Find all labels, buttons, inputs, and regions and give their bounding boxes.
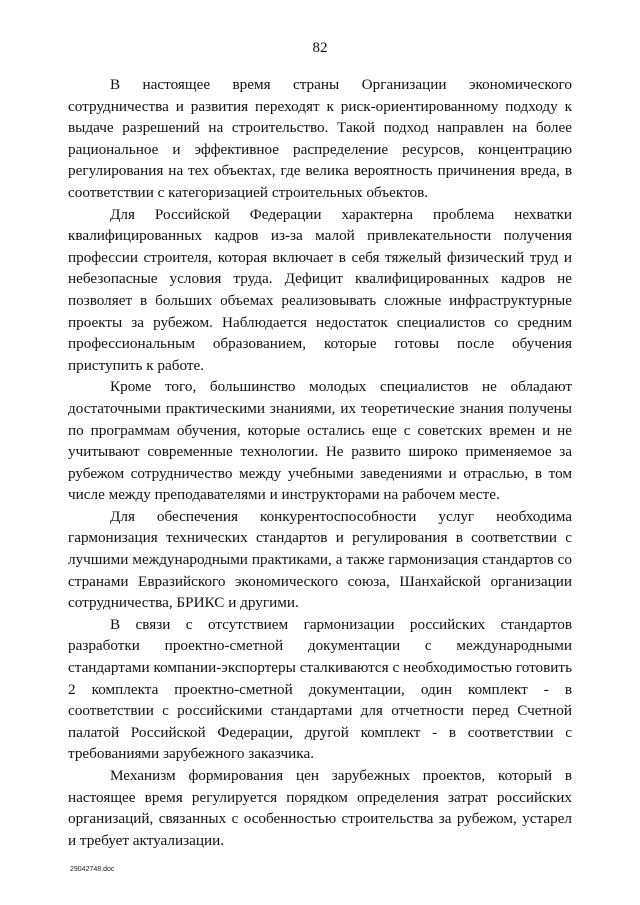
paragraph-pricing-mechanism: Механизм формирования цен зарубежных проектов, который в настоящее время регулируется порядком определения затрат российских организаций, связанных с особенностью строительства за рубежом, устарел и требует актуализации.	[68, 767, 572, 849]
paragraph-design-documentation: В связи с отсутствием гармонизации российских стандартов разработки проектно-сметной документации с международными стандартами компании-экспортеры сталкиваются с необходимостью готовить 2 комплекта проектно-сметной документации, один комплект - в соответствии с российскими стандартами для отчетности перед Счетной палатой Российской Федерации, другой комплект - в соответствии с требованиями зарубежного заказчика.	[68, 615, 572, 763]
paragraph-personnel-shortage: Для Российской Федерации характерна проблема нехватки квалифицированных кадров из-за малой привлекательности получения профессии строителя, которая включает в себя тяжелый физический труд и небезопасные условия труда. Дефицит квалифицированных кадров не позволяет в больших объемах реализовывать сложные инфраструктурные проекты за рубежом. Наблюдается недостаток специалистов со средним профессиональным образованием, которые готовы после обучения приступить к работе.	[68, 205, 572, 374]
paragraph-oecd-risk-approach: В настоящее время страны Организации экономического сотрудничества и развития переходят к риск-ориентированному подходу к выдаче разрешений на строительство. Такой подход направлен на более рациональное и эффективное распределение ресурсов, концентрацию регулирования на тех объектах, где велика вероятность причинения вреда, в соответствии с категоризацией строительных объектов.	[68, 76, 572, 201]
footer-filename: 29042748.doc	[70, 866, 115, 873]
paragraph-young-specialists: Кроме того, большинство молодых специалистов не обладают достаточными практическими знаниями, их теоретические знания получены по программам обучения, которые остались еще с советских времен и не учитывают современные технологии. Не развито широко применяемое за рубежом сотрудничество между учебными заведениями и отраслью, в том числе между преподавателями и инструкторами на рабочем месте.	[68, 378, 572, 504]
page-number: 82	[312, 40, 328, 56]
paragraph-standards-harmonization: Для обеспечения конкурентоспособности услуг необходима гармонизация технических стандартов и регулирования в соответствии с лучшими международными практиками, а также гармонизация стандартов со странами Евразийского экономического союза, Шанхайской организации сотрудничества, БРИКС и другими.	[68, 507, 572, 612]
document-body	[68, 74, 572, 851]
